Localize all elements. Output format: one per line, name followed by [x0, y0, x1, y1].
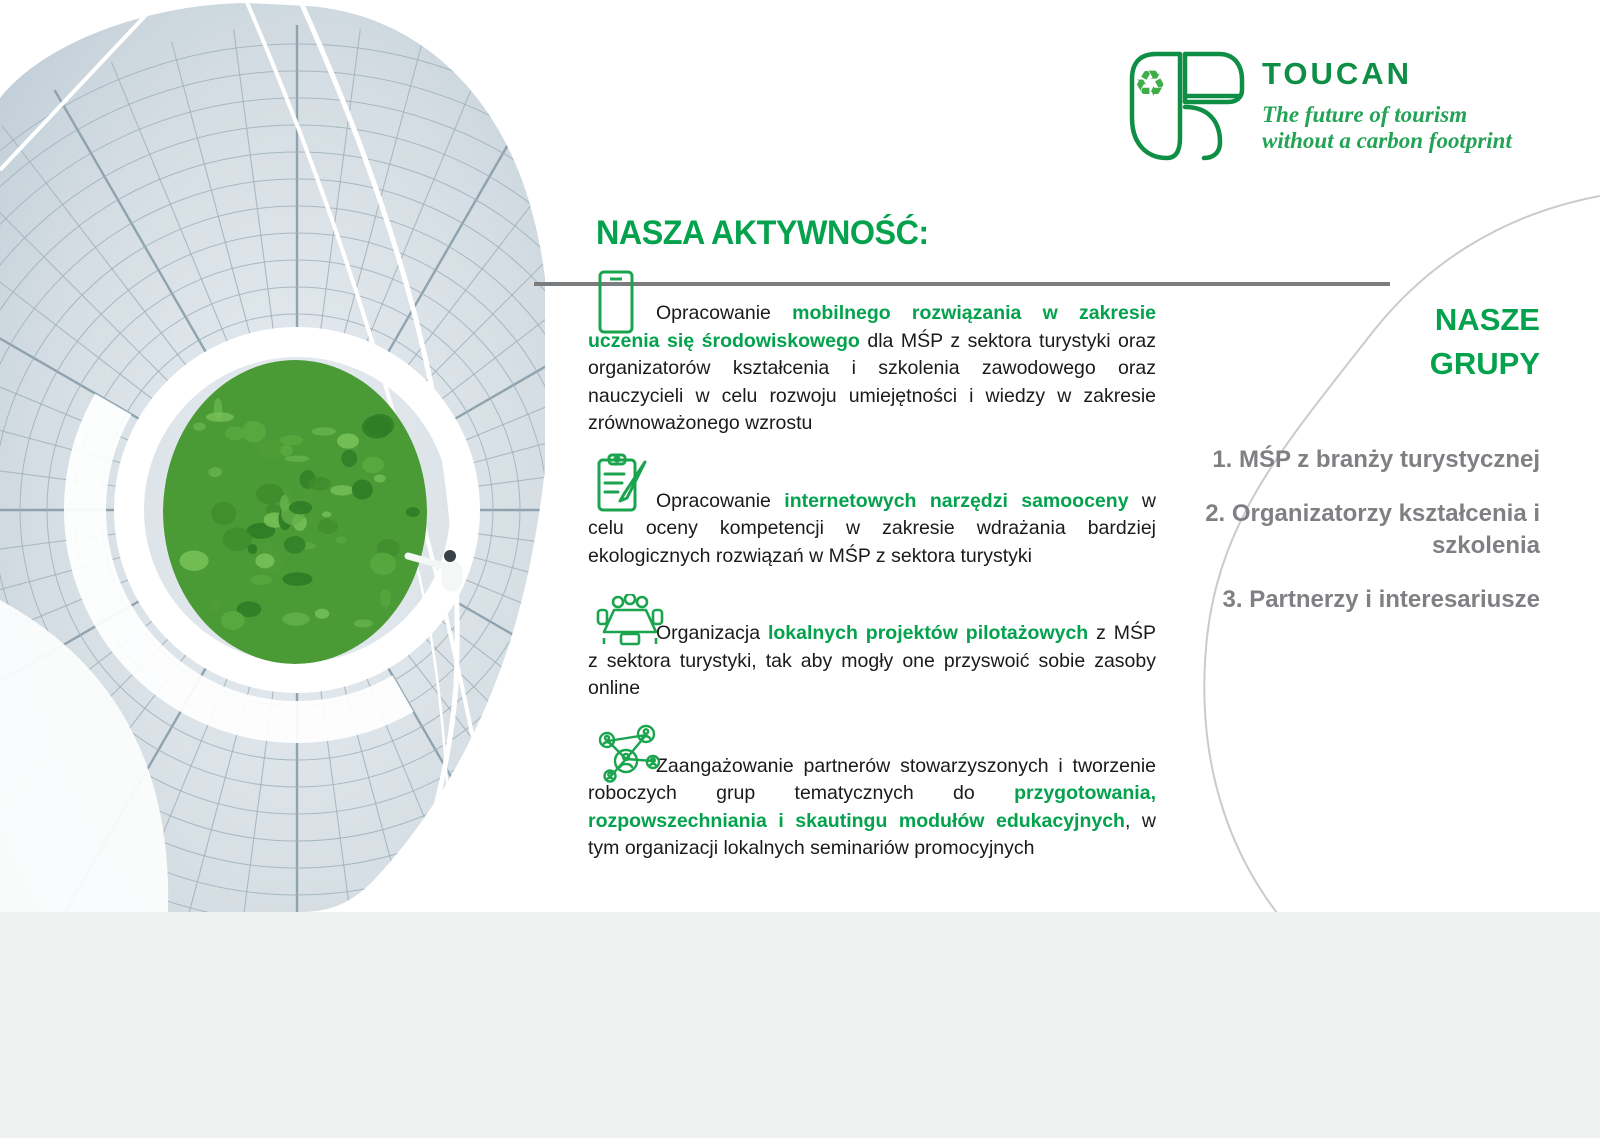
activity-text: , w tym organizacji lokalnych seminariów promocyjnych [588, 809, 1156, 859]
groups-title: NASZE GRUPY [1429, 302, 1540, 381]
recycle-icon: ♻ [1134, 63, 1167, 104]
green-plants [163, 360, 427, 664]
activity-text: Organizacja [656, 622, 768, 644]
activity-highlight: internetowych narzędzi samooceny [784, 489, 1129, 512]
activity-highlight: przygotowania, rozpowszechniania i skautingu modułów edukacyjnych [588, 782, 1156, 832]
activity-text: Opracowanie [656, 302, 793, 324]
spiral-staircase-photo [0, 0, 545, 912]
brand-name: TOUCAN [1262, 56, 1413, 91]
group-item-3: 3. Partnerzy i interesariusze [1222, 586, 1540, 613]
activity-highlight: lokalnych projektów pilotażowych [767, 622, 1089, 644]
activity-highlight: mobilnego rozwiązania w zakresie uczenia się środowiskowego [588, 302, 1156, 352]
page-title: NASZA AKTYWNOŚĆ: [596, 214, 929, 252]
activity-self-assessment [588, 488, 1156, 571]
smartphone-icon [596, 270, 636, 339]
brand-tagline: The future of tourism without a carbon footprint [1262, 102, 1512, 153]
activity-pilot-projects [588, 620, 1156, 703]
groups-panel [1180, 298, 1540, 638]
toucan-icon [1122, 46, 1246, 166]
activity-text: Zaangażowanie partnerów stowarzyszonych i tworzenie roboczych grup tematycznych do [588, 754, 1156, 804]
heading-divider [534, 282, 1390, 286]
activity-text: w celu oceny kompetencji w zakresie wdrażania bardziej ekologicznych rozwiązań w MŚP z sektora turystyki [588, 489, 1157, 567]
toucan-logo [1122, 46, 1512, 166]
activity-mobile-solution [588, 300, 1156, 438]
activity-text: z MŚP z sektora turystyki, tak aby mogły one przyswoić sobie zasoby online [588, 622, 1157, 699]
activities-list [588, 300, 1156, 913]
meeting-table-icon [596, 594, 664, 653]
clipboard-pencil-icon [596, 452, 652, 519]
group-item-1: 1. MŚP z branży turystycznej [1212, 446, 1540, 473]
activity-associated-partners [588, 753, 1156, 863]
activity-text: dla MŚP z sektora turystyki oraz organizatorów kształcenia i szkolenia zawodowego oraz nauczycieli w celu rozwoju umiejętności i wiedzy w zakresie zrównoważonego wzrostu [588, 329, 1156, 434]
partners-network-icon [596, 721, 660, 788]
activity-text: Opracowanie [656, 489, 785, 512]
partners-footer [0, 912, 1600, 1138]
group-item-2: 2. Organizatorzy kształcenia i szkolenia [1205, 500, 1540, 559]
